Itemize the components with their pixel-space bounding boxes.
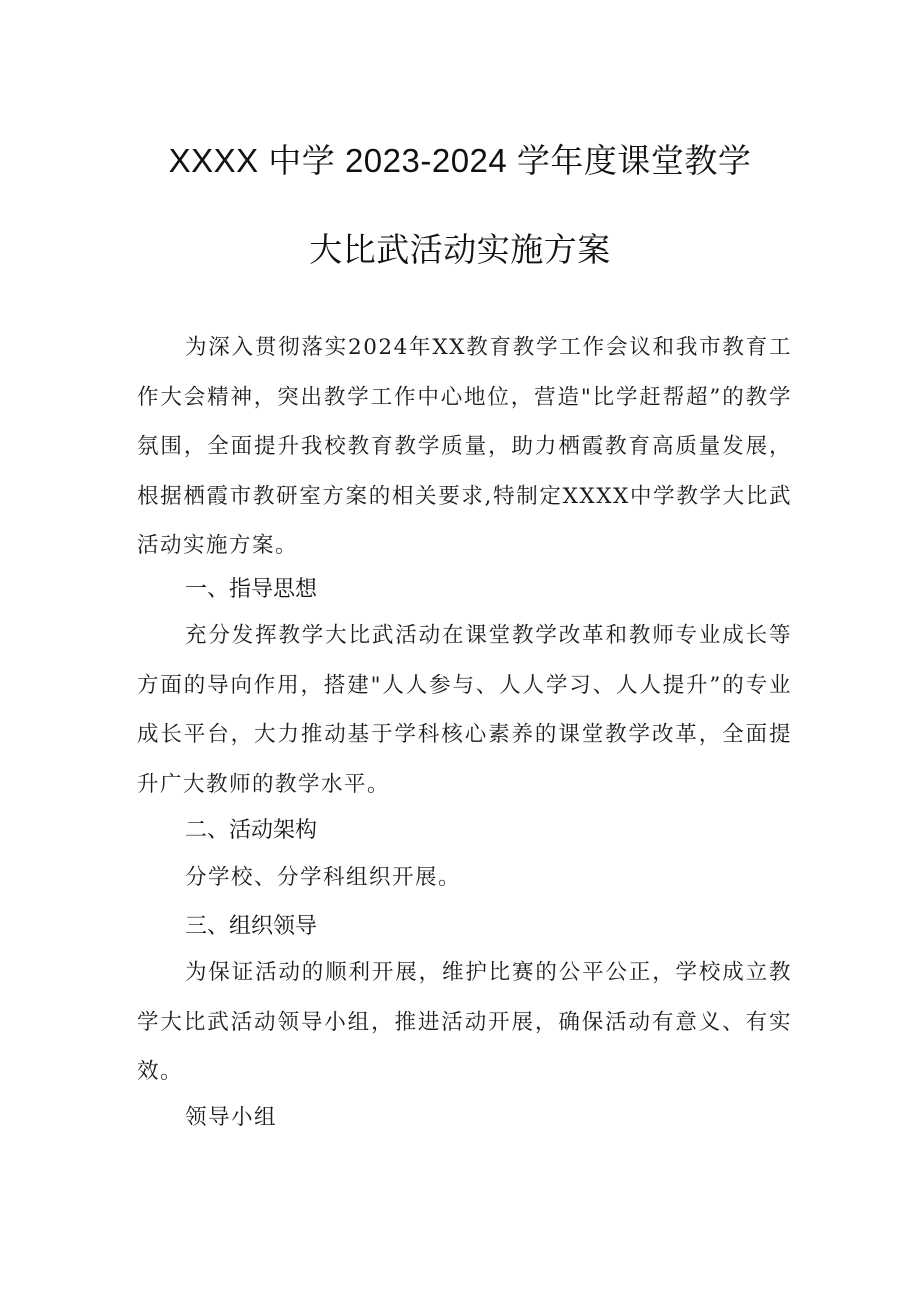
intro-paragraph: 为深入贯彻落实2024年XX教育教学工作会议和我市教育工作大会精神，突出教学工作中心地位，营造"比学赶帮超”的教学氛围，全面提升我校教育教学质量，助力栖霞教育高质量发展，根据栖霞市教研室方案的相关要求,特制定XXXX中学教学大比武活动实施方案。 <box>137 335 792 558</box>
document-title-line-2: 大比武活动实施方案 <box>309 231 611 268</box>
leader-group-label: 领导小组 <box>185 1105 278 1130</box>
document-title-line-1: XXXX 中学 2023-2024 学年度课堂教学 <box>168 142 752 179</box>
section-heading-guiding-ideology: 一、指导思想 <box>185 576 318 601</box>
activity-structure-paragraph: 分学校、分学科组织开展。 <box>185 865 462 890</box>
guiding-ideology-paragraph: 充分发挥教学大比武活动在课堂教学改革和教师专业成长等方面的导向作用，搭建"人人参与、人人学习、人人提升”的专业成长平台，大力推动基于学科核心素养的课堂教学改革，全面提升广大教师的教学水平。 <box>137 623 792 797</box>
organization-leadership-paragraph: 为保证活动的顺利开展，维护比赛的公平公正，学校成立教学大比武活动领导小组，推进活动开展，确保活动有意义、有实效。 <box>137 960 792 1084</box>
section-heading-activity-structure: 二、活动架构 <box>185 817 318 842</box>
section-heading-organization-leadership: 三、组织领导 <box>185 913 318 938</box>
